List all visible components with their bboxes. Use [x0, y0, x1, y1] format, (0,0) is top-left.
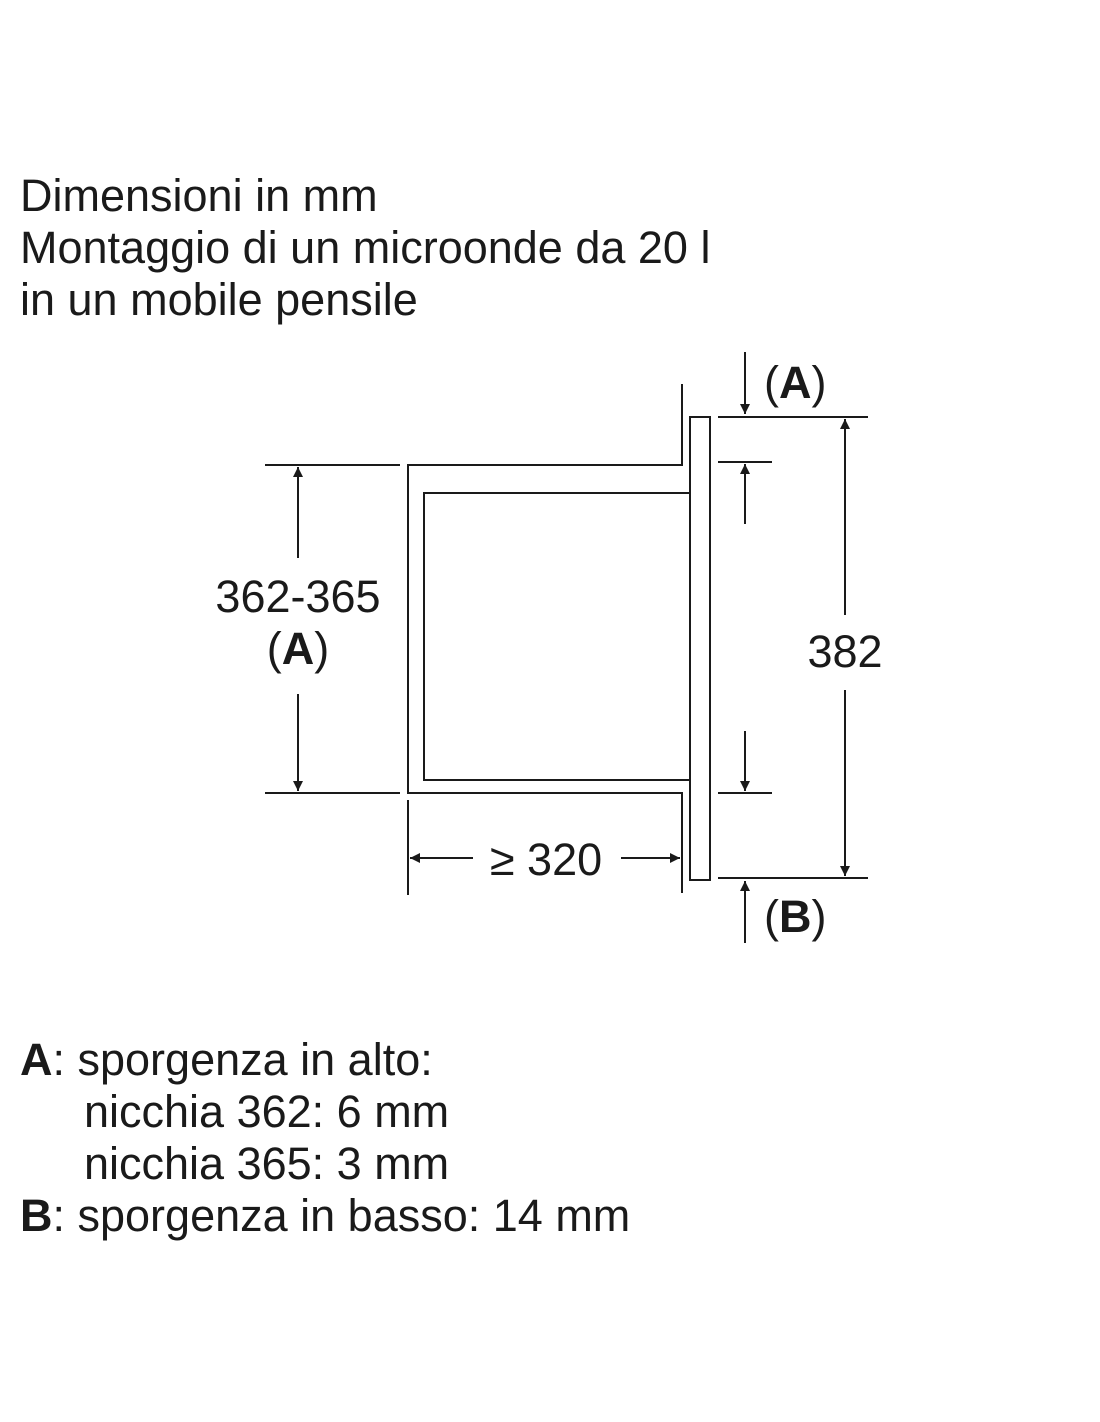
total-height-label: 382	[807, 626, 883, 677]
legend-text-a: : sporgenza in alto:	[52, 1034, 433, 1085]
front-panel	[690, 417, 710, 880]
niche-height-ref-key: A	[281, 623, 315, 674]
heading-line-2: Montaggio di un microonde da 20 l	[20, 222, 711, 273]
legend-key-a: A	[20, 1034, 53, 1085]
heading-line-1: Dimensioni in mm	[20, 170, 378, 221]
bottom-ref-label: (B)	[764, 891, 827, 942]
legend	[20, 1034, 630, 1242]
heading-line-3: in un mobile pensile	[20, 274, 418, 325]
legend-row-a	[20, 1034, 630, 1086]
cabinet-outer-outline	[408, 384, 682, 893]
top-ref-label: (A)	[764, 357, 827, 408]
cabinet-inner-outline	[424, 493, 690, 780]
niche-height-label: 362-365	[215, 571, 381, 622]
legend-key-b: B	[20, 1190, 53, 1241]
depth-label: ≥ 320	[489, 834, 603, 885]
legend-row-b	[20, 1190, 630, 1242]
legend-row-a-niche-365: nicchia 365: 3 mm	[84, 1138, 450, 1189]
legend-row-a-niche-362: nicchia 362: 6 mm	[84, 1086, 450, 1137]
niche-height-ref-label: (A)	[266, 623, 330, 674]
bottom-ref-key: B	[779, 891, 812, 942]
top-ref-key: A	[779, 357, 812, 408]
legend-text-b: : sporgenza in basso: 14 mm	[52, 1190, 631, 1241]
